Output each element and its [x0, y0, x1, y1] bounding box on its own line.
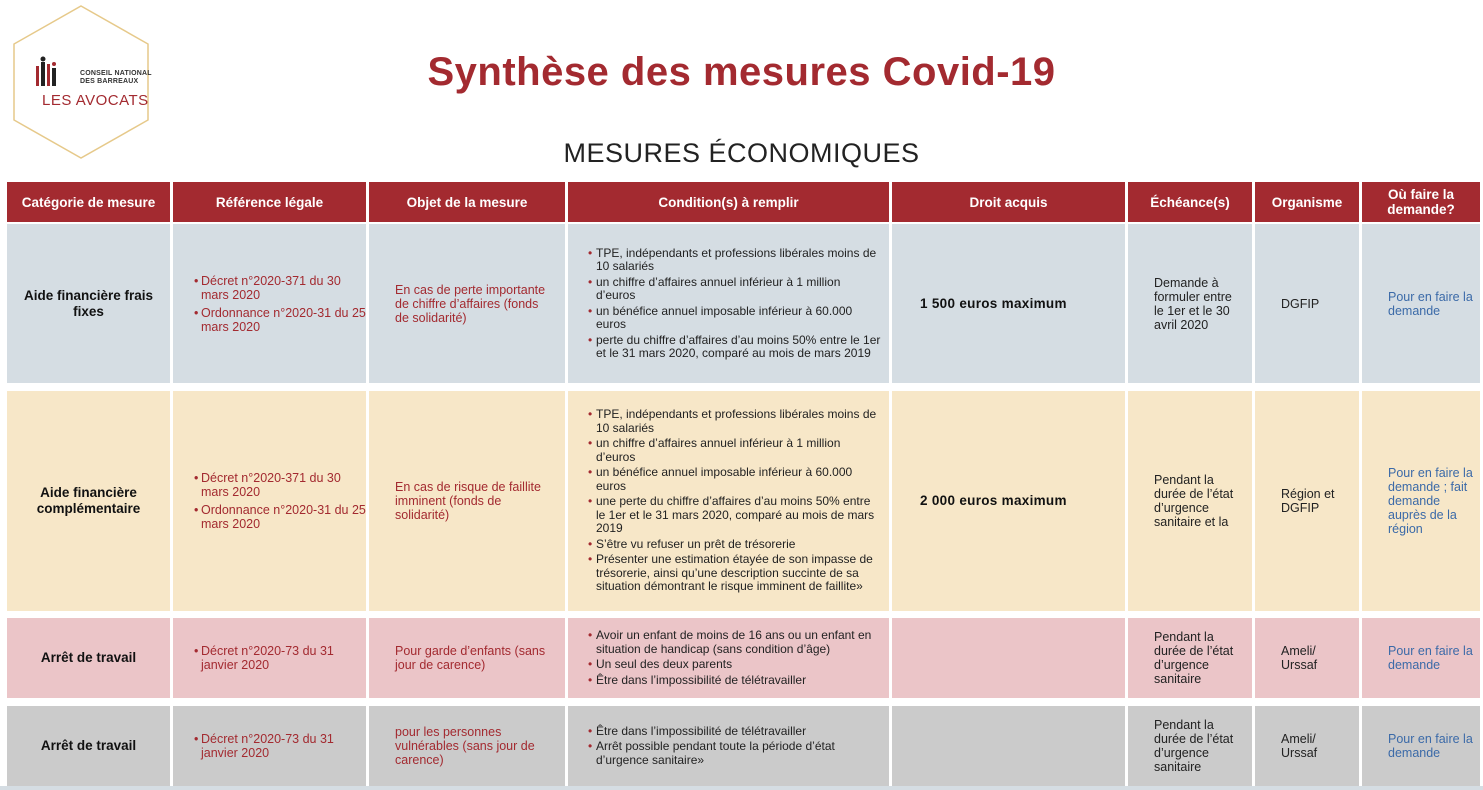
logo-line-1: CONSEIL NATIONAL	[80, 70, 152, 77]
condition-item: • Avoir un enfant de moins de 16 ans ou un enfant en situation de handicap (sans condition d’âge)	[596, 629, 883, 656]
header-object: Objet de la mesure	[369, 182, 565, 222]
table-row	[7, 224, 1480, 383]
header-organism: Organisme	[1255, 182, 1359, 222]
request-link[interactable]: Pour en faire la demande	[1362, 224, 1480, 383]
header-right: Droit acquis	[892, 182, 1125, 222]
condition-item: • perte du chiffre d’affaires d’au moins 50% entre le 1er et le 31 mars 2020, comparé au mois de mars 2019	[596, 334, 883, 361]
reference-item: • Décret n°2020-73 du 31 janvier 2020	[201, 732, 366, 760]
condition-item: • un bénéfice annuel imposable inférieur à 60.000 euros	[596, 305, 883, 332]
request-link[interactable]: Pour en faire la demande	[1362, 706, 1480, 786]
row-references	[173, 391, 366, 611]
condition-item: • une perte du chiffre d’affaires d’au moins 50% entre le 1er et le 31 mars 2020, comparé au mois de mars 2019	[596, 495, 883, 536]
row-organism: Région et DGFIP	[1255, 391, 1359, 611]
row-organism: DGFIP	[1255, 224, 1359, 383]
condition-item: • S’être vu refuser un prêt de trésorerie	[596, 538, 883, 552]
reference-item: • Ordonnance n°2020-31 du 25 mars 2020	[201, 503, 366, 531]
table-row	[7, 706, 1480, 786]
request-link[interactable]: Pour en faire la demande ; fait demande auprès de la région	[1362, 391, 1480, 611]
row-right	[892, 618, 1125, 698]
row-category: Arrêt de travail	[7, 618, 170, 698]
row-object: En cas de perte importante de chiffre d’affaires (fonds de solidarité)	[369, 224, 565, 383]
condition-item: • Être dans l’impossibilité de télétravailler	[596, 725, 883, 739]
row-object: Pour garde d’enfants (sans jour de carence)	[369, 618, 565, 698]
page-title: Synthèse des mesures Covid-19	[427, 50, 1056, 94]
reference-item: • Décret n°2020-371 du 30 mars 2020	[201, 471, 366, 499]
condition-item: • TPE, indépendants et professions libérales moins de 10 salariés	[596, 247, 883, 274]
row-right: 2 000 euros maximum	[892, 391, 1125, 611]
header-deadline: Échéance(s)	[1128, 182, 1252, 222]
row-deadline: Pendant la durée de l’état d’urgence sanitaire	[1128, 706, 1252, 786]
condition-item: • TPE, indépendants et professions libérales moins de 10 salariés	[596, 408, 883, 435]
condition-item: • Un seul des deux parents	[596, 658, 883, 672]
row-object: pour les personnes vulnérables (sans jour de carence)	[369, 706, 565, 786]
page-subtitle: MESURES ÉCONOMIQUES	[563, 138, 920, 168]
condition-item: • Arrêt possible pendant toute la période d’état d’urgence sanitaire»	[596, 740, 883, 767]
table-row	[7, 618, 1480, 698]
row-conditions	[568, 706, 889, 786]
next-row-edge	[0, 786, 1483, 790]
condition-item: • Être dans l’impossibilité de télétravailler	[596, 674, 883, 688]
reference-item: • Décret n°2020-73 du 31 janvier 2020	[201, 644, 366, 672]
header-where: Où faire la demande?	[1362, 182, 1480, 222]
row-references	[173, 706, 366, 786]
row-conditions	[568, 224, 889, 383]
row-category: Arrêt de travail	[7, 706, 170, 786]
row-right: 1 500 euros maximum	[892, 224, 1125, 383]
row-deadline: Pendant la durée de l’état d’urgence sanitaire	[1128, 618, 1252, 698]
row-deadline: Pendant la durée de l’état d’urgence sanitaire et la	[1128, 391, 1252, 611]
table-row	[7, 391, 1480, 611]
row-references	[173, 618, 366, 698]
condition-item: • un chiffre d’affaires annuel inférieur à 1 million d’euros	[596, 437, 883, 464]
row-conditions	[568, 618, 889, 698]
row-deadline: Demande à formuler entre le 1er et le 30 avril 2020	[1128, 224, 1252, 383]
header-reference: Référence légale	[173, 182, 366, 222]
row-organism: Ameli/ Urssaf	[1255, 706, 1359, 786]
row-object: En cas de risque de faillite imminent (fonds de solidarité)	[369, 391, 565, 611]
condition-item: • un bénéfice annuel imposable inférieur à 60.000 euros	[596, 466, 883, 493]
row-right	[892, 706, 1125, 786]
row-references	[173, 224, 366, 383]
logo-line-2: DES BARREAUX	[80, 78, 139, 85]
header-category: Catégorie de mesure	[7, 182, 170, 222]
logo-brand: LES AVOCATS	[42, 92, 149, 109]
header-conditions: Condition(s) à remplir	[568, 182, 889, 222]
row-category: Aide financière complémentaire	[7, 391, 170, 611]
reference-item: • Décret n°2020-371 du 30 mars 2020	[201, 274, 366, 302]
request-link[interactable]: Pour en faire la demande	[1362, 618, 1480, 698]
row-conditions	[568, 391, 889, 611]
condition-item: • un chiffre d’affaires annuel inférieur à 1 million d’euros	[596, 276, 883, 303]
row-category: Aide financière frais fixes	[7, 224, 170, 383]
reference-item: • Ordonnance n°2020-31 du 25 mars 2020	[201, 306, 366, 334]
condition-item: • Présenter une estimation étayée de son impasse de trésorerie, ainsi qu’une description succinte de sa situation démontrant le risque imminent de faillite»	[596, 553, 883, 594]
row-organism: Ameli/ Urssaf	[1255, 618, 1359, 698]
